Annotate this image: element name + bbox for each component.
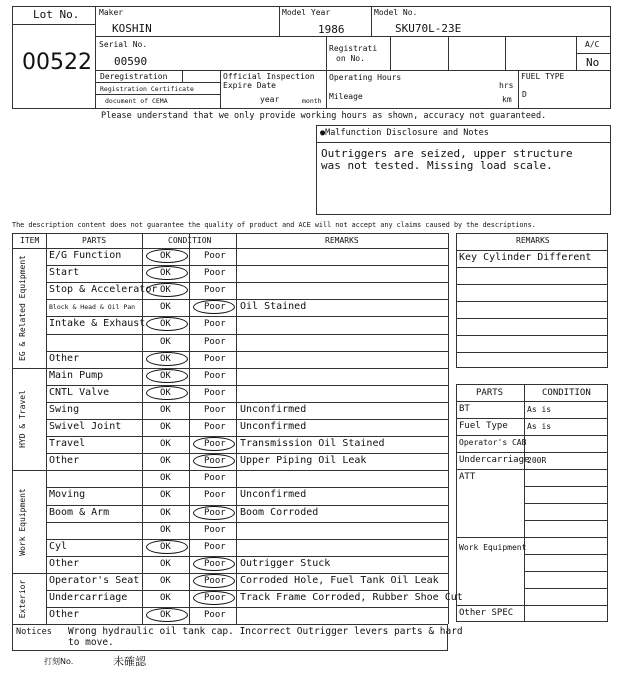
remark-text: Oil Stained xyxy=(240,301,307,313)
ok-option: OK xyxy=(160,456,171,467)
poor-option: Poor xyxy=(204,439,226,450)
ok-option: OK xyxy=(160,575,171,586)
poor-option: Poor xyxy=(204,285,226,296)
poor-option: Poor xyxy=(204,593,226,603)
poor-option: Poor xyxy=(204,610,226,621)
ac-label: A/C xyxy=(585,40,600,49)
part-label: Other xyxy=(49,352,80,364)
hrs-label: hrs xyxy=(499,81,514,90)
group-label: EG & Related Equipment xyxy=(18,254,27,361)
remark-text: Upper Piping Oil Leak xyxy=(240,455,367,467)
poor-selected-circle xyxy=(193,591,235,605)
poor-option: Poor xyxy=(204,558,226,569)
group-label: Exterior xyxy=(18,579,27,618)
poor-option: Poor xyxy=(204,490,226,501)
poor-option: Poor xyxy=(204,251,226,261)
right-part-label: Undercarriage xyxy=(459,455,530,465)
ac-value: No xyxy=(586,56,600,69)
malfunction-line-2: was not tested. Missing load scale. xyxy=(321,159,553,172)
remark-text: Transmission Oil Stained xyxy=(240,438,385,450)
part-label: Other xyxy=(49,609,80,621)
poor-option: Poor xyxy=(204,268,226,279)
maker-value: KOSHIN xyxy=(112,22,152,35)
remark-text: Outrigger Stuck xyxy=(240,557,331,569)
right-remarks-line-1: Key Cylinder Different xyxy=(459,252,592,263)
poor-option: Poor xyxy=(204,473,226,484)
poor-option: Poor xyxy=(204,507,226,518)
remark-text: Track Frame Corroded, Rubber Shoe Cut xyxy=(240,592,463,603)
ok-option: OK xyxy=(160,404,171,415)
remark-text: Unconfirmed xyxy=(240,403,307,415)
right-part-label: Operator's CAB xyxy=(459,438,527,447)
model-year-label: Model Year xyxy=(282,8,331,17)
part-label: CNTL Valve xyxy=(49,386,110,398)
maker-label: Maker xyxy=(99,8,124,17)
lot-number: 00522 xyxy=(22,50,92,75)
fuel-type-value: D xyxy=(522,90,527,99)
ok-option: OK xyxy=(160,422,171,432)
ok-option: OK xyxy=(160,507,171,518)
poor-selected-circle xyxy=(193,300,235,314)
parts-header: PARTS xyxy=(82,236,107,245)
part-label: Cyl xyxy=(49,540,68,552)
fuel-type-label: FUEL TYPE xyxy=(521,72,565,81)
part-label: Main Pump xyxy=(49,369,104,381)
ok-option: OK xyxy=(160,285,171,296)
ok-option: OK xyxy=(160,251,171,261)
right-cond-value: 200R xyxy=(527,456,547,465)
ok-option: OK xyxy=(160,336,171,347)
part-label: Other xyxy=(49,557,80,569)
part-label: Swing xyxy=(49,403,80,415)
ok-option: OK xyxy=(160,541,171,552)
ok-selected-circle xyxy=(146,352,188,366)
ok-option: OK xyxy=(160,473,171,484)
notices-label: Notices xyxy=(16,627,52,637)
km-label: km xyxy=(502,95,512,104)
poor-selected-circle xyxy=(193,454,235,468)
notices-line-2: to move. xyxy=(68,637,114,648)
ok-option: OK xyxy=(160,268,171,279)
year-label: year xyxy=(260,95,280,104)
poor-option: Poor xyxy=(204,456,226,467)
part-label: Travel xyxy=(49,438,86,450)
right-part-label: Fuel Type xyxy=(459,421,508,431)
part-label: Stop & Accelerator xyxy=(49,284,158,296)
poor-option: Poor xyxy=(204,302,226,313)
deregistration-label: Deregistration xyxy=(100,72,168,81)
cema-label: document of CEMA xyxy=(105,97,168,105)
poor-selected-circle xyxy=(193,557,235,571)
poor-option: Poor xyxy=(204,336,226,347)
group-label: HYD & Travel xyxy=(18,390,27,448)
malfunction-title: ●Malfunction Disclosure and Notes xyxy=(320,128,489,138)
right-condition-header: CONDITION xyxy=(542,388,591,398)
ok-option: OK xyxy=(160,593,171,603)
poor-selected-circle xyxy=(193,437,235,451)
poor-option: Poor xyxy=(204,353,226,364)
ok-option: OK xyxy=(160,353,171,364)
item-header: ITEM xyxy=(20,236,40,245)
ok-selected-circle xyxy=(146,369,188,383)
working-hours-notice: Please understand that we only provide working hours as shown, accuracy not guaranteed. xyxy=(101,111,547,121)
poor-option: Poor xyxy=(204,387,226,398)
part-label: Intake & Exhaust xyxy=(49,318,146,330)
ok-selected-circle xyxy=(146,266,188,280)
ok-option: OK xyxy=(160,302,171,313)
remark-text: Boom Corroded xyxy=(240,506,319,518)
ok-selected-circle xyxy=(146,317,188,331)
disclaimer: The description content does not guarantee the quality of product and ACE will not accept any claims caused by the descriptions. xyxy=(12,221,536,229)
ok-selected-circle xyxy=(146,386,188,400)
right-part-label: Work Equipment xyxy=(459,543,527,552)
remark-text: Corroded Hole, Fuel Tank Oil Leak xyxy=(240,574,439,586)
right-parts-header: PARTS xyxy=(476,388,504,398)
ok-selected-circle xyxy=(146,249,188,263)
poor-option: Poor xyxy=(204,404,226,415)
registration-label-2: on No. xyxy=(336,54,365,63)
lot-label: Lot No. xyxy=(33,8,80,21)
poor-selected-circle xyxy=(193,574,235,588)
part-label: Moving xyxy=(49,489,86,501)
ok-option: OK xyxy=(160,387,171,398)
model-no-value: SKU70L-23E xyxy=(395,22,462,35)
right-part-label: Other SPEC xyxy=(459,608,514,618)
malfunction-line-1: Outriggers are seized, upper structure xyxy=(321,147,573,160)
ok-option: OK xyxy=(160,370,171,381)
poor-option: Poor xyxy=(204,319,226,330)
part-label: Operator's Seat xyxy=(49,574,140,586)
poor-selected-circle xyxy=(193,506,235,520)
ok-option: OK xyxy=(160,558,171,569)
remark-text: Unconfirmed xyxy=(240,421,307,432)
ok-option: OK xyxy=(160,524,171,535)
model-no-label: Model No. xyxy=(374,8,418,17)
right-cond-value: As is xyxy=(527,422,552,431)
serial-label: Serial No. xyxy=(99,40,148,49)
part-label: Block & Head & Oil Pan xyxy=(49,303,136,312)
poor-option: Poor xyxy=(204,422,226,432)
remark-text: Unconfirmed xyxy=(240,489,307,501)
right-remarks-header: REMARKS xyxy=(516,236,550,245)
poor-option: Poor xyxy=(204,370,226,381)
remarks-header: REMARKS xyxy=(325,236,359,245)
month-label: month xyxy=(302,97,322,105)
model-year-value: 1986 xyxy=(318,23,345,36)
part-label: Undercarriage xyxy=(49,592,128,603)
inspection-label-2: Expire Date xyxy=(223,81,276,90)
ok-selected-circle xyxy=(146,608,188,622)
part-label: Other xyxy=(49,455,80,467)
notices-line-1: Wrong hydraulic oil tank cap. Incorrect Outrigger levers parts & hard xyxy=(68,626,463,637)
poor-option: Poor xyxy=(204,541,226,552)
ok-option: OK xyxy=(160,439,171,450)
part-label: Start xyxy=(49,267,80,279)
registration-label-1: Registrati xyxy=(329,44,378,53)
stamp-value: 未確認 xyxy=(113,655,146,668)
ok-selected-circle xyxy=(146,283,188,297)
poor-option: Poor xyxy=(204,524,226,535)
ok-selected-circle xyxy=(146,540,188,554)
part-label: Boom & Arm xyxy=(49,506,110,518)
group-label: Work Equipment xyxy=(18,487,27,556)
right-cond-value: As is xyxy=(527,405,552,414)
ok-option: OK xyxy=(160,610,171,621)
right-part-label: BT xyxy=(459,404,470,414)
stamp-label: 打刻No. xyxy=(44,657,74,666)
serial-value: 00590 xyxy=(114,55,148,68)
inspection-label-1: Official Inspection xyxy=(223,72,315,81)
poor-option: Poor xyxy=(204,575,226,586)
part-label: E/G Function xyxy=(49,250,122,261)
reg-cert-label: Registration Certificate xyxy=(100,85,194,93)
condition-header: CONDITION xyxy=(168,236,212,245)
operating-hours-label: Operating Hours xyxy=(329,73,402,82)
ok-option: OK xyxy=(160,490,171,501)
ok-option: OK xyxy=(160,319,171,330)
right-part-label: ATT xyxy=(459,472,476,482)
part-label: Swivel Joint xyxy=(49,421,122,432)
mileage-label: Mileage xyxy=(329,92,363,101)
